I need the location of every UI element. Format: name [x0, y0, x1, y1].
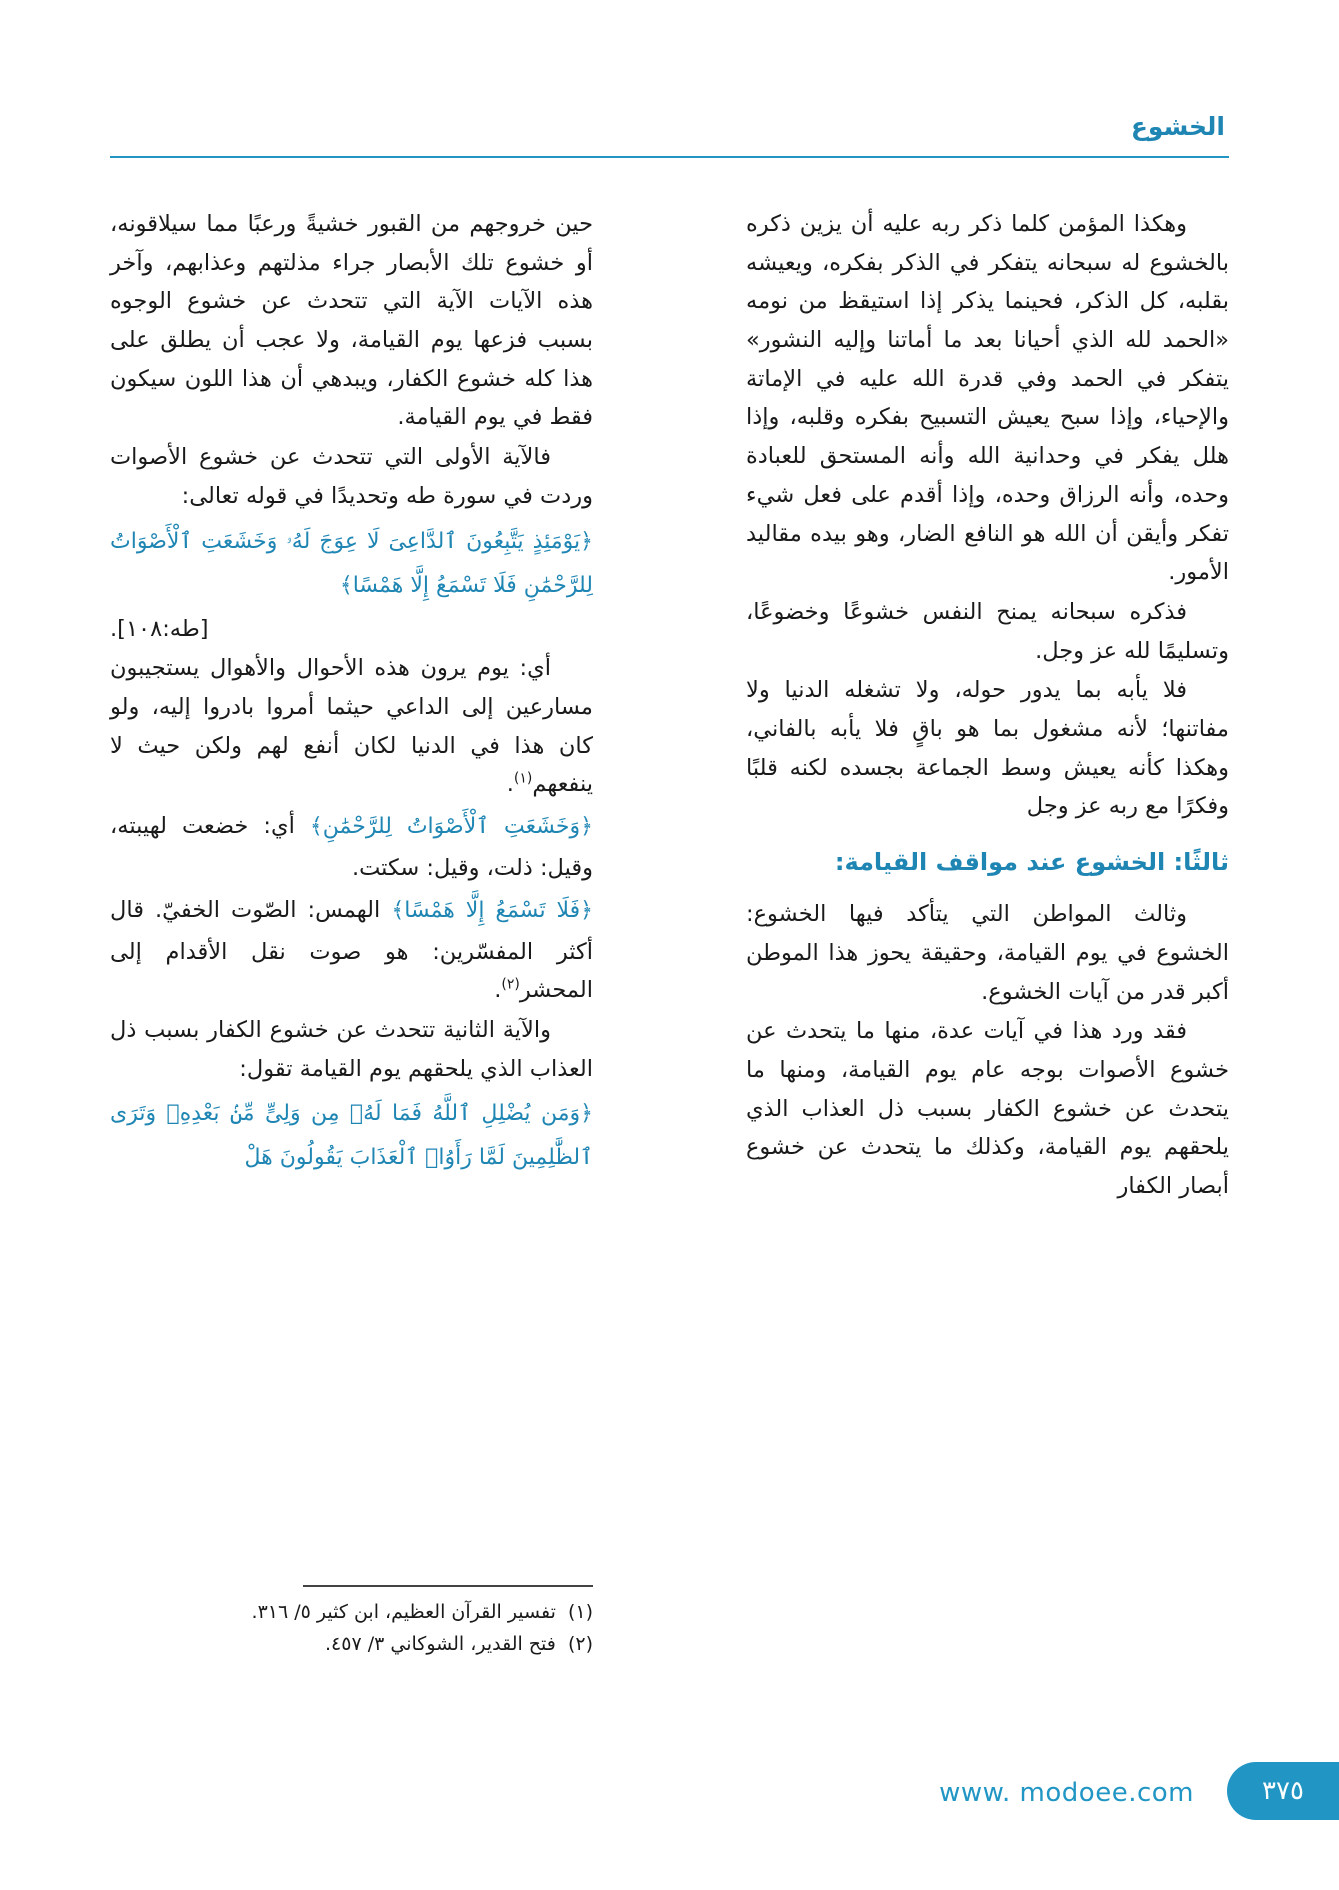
- page-number: ٣٧٥: [1262, 1776, 1304, 1806]
- quran-verse: ﴿وَخَشَعَتِ ٱلْأَصْوَاتُ لِلرَّحْمَٰنِ﴾: [309, 813, 593, 839]
- footnote-text: فتح القدير، الشوكاني ٣/ ٤٥٧.: [324, 1632, 556, 1655]
- verse-reference: [طه:١٠٨].: [110, 615, 209, 642]
- section-subheading: ثالثًا: الخشوع عند مواقف القيامة:: [834, 848, 1229, 876]
- text-column-left: [110, 205, 593, 1182]
- footnote-item: [110, 1597, 593, 1628]
- paragraph: ﴿فَلَا تَسْمَعُ إِلَّا هَمْسًا﴾ الهمس: الصّوت الخفيّ. قال أكثر المفسّرين: هو صوت نقل الأقدام إلى المحشر$^{(٢)}$.: [110, 896, 594, 1004]
- footnote-number: (٢): [567, 1632, 593, 1655]
- header-divider: [110, 156, 1229, 158]
- page-header: [110, 112, 1229, 156]
- quran-verse: ﴿وَمَن يُضْلِلِ ٱللَّهُ فَمَا لَهُۥ مِن وَلِىٍّ مِّنۢ بَعْدِهِۦ وَتَرَى ٱلظَّٰلِمِينَ لَمَّا رَأَوُا۟ ٱلْعَذَابَ يَقُولُونَ هَلْ: [110, 1101, 593, 1171]
- paragraph: والآية الثانية تتحدث عن خشوع الكفار بسبب ذل العذاب الذي يلحقهم يوم القيامة تقول:: [110, 1017, 593, 1082]
- running-head-title: الخشوع: [1130, 112, 1225, 141]
- footnote-marker: (٢): [501, 976, 520, 993]
- paragraph: فذكره سبحانه يمنح النفس خشوعًا وخضوعًا، وتسليمًا لله عز وجل.: [746, 598, 1229, 664]
- paragraph: وهكذا المؤمن كلما ذكر ربه عليه أن يزين ذكره بالخشوع له سبحانه يتفكر في الذكر بفكره، ويعيشه بقلبه، كل الذكر، فحينما يذكر إذا استيقظ من نومه «الحمد لله الذي أحيانا بعد ما أماتنا وإليه النشور» يتفكر في الحمد وفي قدرة الله عليه في الإماتة والإحياء، وإذا سبح يعيش التسبيح بفكره وقلبه، وإذا هلل يفكر في وحدانية الله وأنه المستحق للعبادة وحده، وأنه الرزاق وحده، وإذا أقدم على فعل شيء تفكر وأيقن أن الله هو النافع الضار، وهو بيده مقاليد الأمور.: [746, 211, 1229, 586]
- footnote-text: تفسير القرآن العظيم، ابن كثير ٥/ ٣١٦.: [251, 1601, 556, 1624]
- paragraph: فالآية الأولى التي تتحدث عن خشوع الأصوات وردت في سورة طه وتحديدًا في قوله تعالى:: [110, 444, 593, 509]
- paragraph: فلا يأبه بما يدور حوله، ولا تشغله الدنيا ولا مفاتنها؛ لأنه مشغول بما هو باقٍ فلا يأبه بالفاني، وهكذا كأنه يعيش وسط الجماعة بجسده لكنه قلبًا وفكرًا مع ربه عز وجل: [746, 677, 1229, 820]
- footnote-divider: [303, 1585, 593, 1587]
- paragraph: فقد ورد هذا في آيات عدة، منها ما يتحدث عن خشوع الأصوات بوجه عام يوم القيامة، ومنها ما يتحدث عن خشوع الكفار بسبب ذل العذاب الذي يلحقهم يوم القيامة، وكذلك ما يتحدث عن خشوع أبصار الكفار: [746, 1018, 1229, 1200]
- website-url[interactable]: www. modoee.com: [939, 1778, 1194, 1808]
- footnote-marker: (١): [513, 770, 533, 787]
- paragraph: [110, 805, 593, 888]
- footnote-item: [110, 1629, 593, 1660]
- gloss-text: الهمس: الصّوت الخفيّ. قال أكثر المفسّرين: هو صوت نقل الأقدام إلى المحشر: [110, 896, 593, 1004]
- page-number-tab: [1227, 1762, 1339, 1820]
- paragraph-text: أي: يوم يرون هذه الأحوال والأهوال يستجيبون مسارعين إلى الداعي حيثما أمروا بادروا إليه، ولو كان هذا في الدنيا لكان أنفع لهم ولكن حيث لا ينفعهم: [110, 655, 593, 798]
- quran-verse: ﴿يَوْمَئِذٍ يَتَّبِعُونَ ٱلدَّاعِىَ لَا عِوَجَ لَهُۥ وَخَشَعَتِ ٱلْأَصْوَاتُ لِلرَّحْمَٰنِ فَلَا تَسْمَعُ إِلَّا هَمْسًا﴾: [110, 528, 593, 598]
- paragraph: أي: يوم يرون هذه الأحوال والأهوال يستجيبون مسارعين إلى الداعي حيثما أمروا بادروا إليه، ولو كان هذا في الدنيا لكان أنفع لهم ولكن حيث لا ينفعهم$^{(١)}$.: [110, 655, 593, 798]
- paragraph: وثالث المواطن التي يتأكد فيها الخشوع: الخشوع في يوم القيامة، وحقيقة يحوز هذا الموطن أكبر قدر من آيات الخشوع.: [746, 901, 1229, 1005]
- footnote-number: (١): [567, 1601, 593, 1624]
- text-column-right: [746, 205, 1229, 1207]
- footnotes-block: [110, 1585, 593, 1660]
- quran-verse: ﴿فَلَا تَسْمَعُ إِلَّا هَمْسًا﴾: [391, 897, 594, 923]
- gloss-text: أي: خضعت لهيبته، وقيل: ذلت، وقيل: سكتت.: [110, 812, 593, 881]
- paragraph: حين خروجهم من القبور خشيةً ورعبًا مما سيلاقونه، أو خشوع تلك الأبصار جراء مذلتهم وعذابهم، وآخر هذه الآيات الآية التي تتحدث عن خشوع الوجوه بسبب فزعها يوم القيامة، ولا عجب أن يطلق على هذا كله خشوع الكفار، ويبدهي أن هذا اللون سيكون فقط في يوم القيامة.: [110, 211, 593, 431]
